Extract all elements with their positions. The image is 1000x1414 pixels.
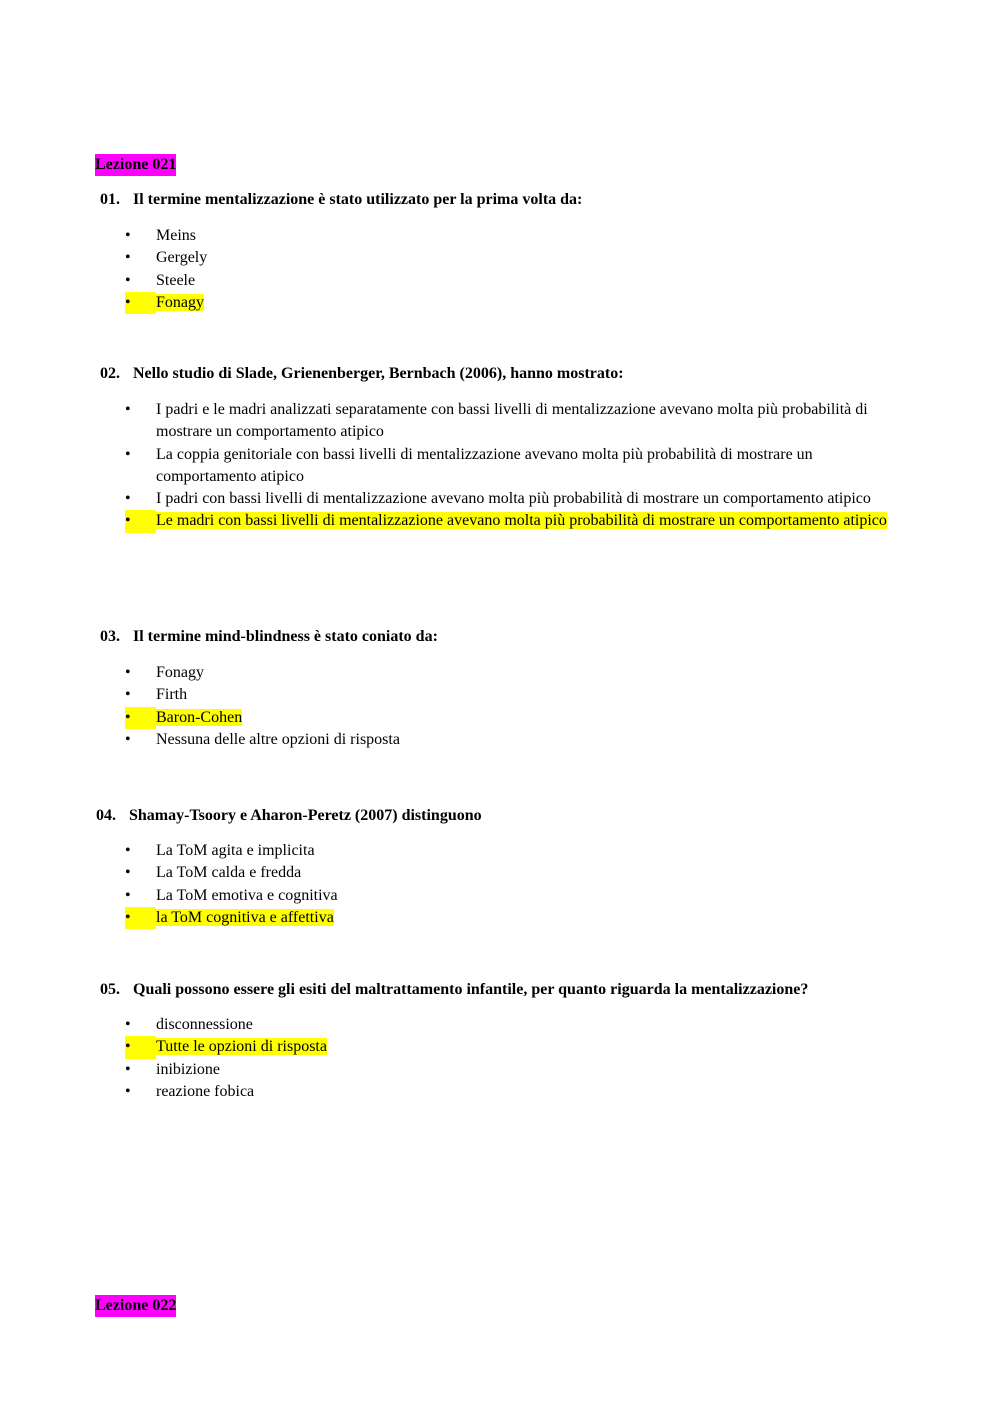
question-number: 02. <box>100 365 120 382</box>
answer-option-correct <box>125 292 915 314</box>
answer-text: La ToM calda e fredda <box>156 864 302 882</box>
answer-option <box>125 684 915 706</box>
answer-text: Firth <box>156 686 188 704</box>
bullet-icon: • <box>125 445 131 463</box>
question-title <box>100 979 808 1001</box>
question-title <box>100 189 582 211</box>
answer-text: La ToM emotiva e cognitiva <box>156 886 338 904</box>
question-title <box>96 805 482 827</box>
question-number: 01. <box>100 191 120 208</box>
answer-option <box>125 662 915 684</box>
question-title <box>100 626 438 648</box>
bullet-icon: • <box>125 227 131 244</box>
answer-list <box>125 399 915 533</box>
answer-option <box>125 885 915 907</box>
answer-option-correct <box>125 1036 915 1058</box>
bullet-icon: • <box>125 1082 131 1100</box>
question-title <box>100 363 624 385</box>
answer-text: reazione fobica <box>156 1082 255 1100</box>
answer-list <box>125 840 915 929</box>
bullet-icon: • <box>125 842 131 859</box>
bullet-icon: • <box>125 249 131 267</box>
answer-text: Nessuna delle altre opzioni di risposta <box>156 730 400 748</box>
lesson-heading: Lezione 022 <box>95 1295 176 1317</box>
bullet-icon: • <box>125 1016 131 1033</box>
answer-list <box>125 225 915 314</box>
question-text: Quali possono essere gli esiti del maltrattamento infantile, per quanto riguarda la mentalizzazione? <box>133 981 809 998</box>
bullet-icon: • <box>125 686 131 704</box>
answer-option-correct <box>125 707 915 729</box>
answer-option <box>125 225 915 247</box>
bullet-icon: • <box>125 886 131 904</box>
answer-text: La coppia genitoriale con bassi livelli di mentalizzazione avevano molta più probabilità di mostrare un comportamento atipico <box>156 445 813 485</box>
question-number: 03. <box>100 628 120 645</box>
bullet-icon: • <box>125 1060 131 1078</box>
question-text: Shamay-Tsoory e Aharon-Peretz (2007) distinguono <box>129 807 482 824</box>
answer-text: I padri con bassi livelli di mentalizzazione avevano molta più probabilità di mostrare un comportamento atipico <box>156 490 871 508</box>
bullet-icon: • <box>125 1036 156 1058</box>
bullet-icon: • <box>125 707 156 729</box>
answer-text: Meins <box>156 227 196 244</box>
question-text: Il termine mentalizzazione è stato utilizzato per la prima volta da: <box>133 191 583 208</box>
answer-text: Fonagy <box>156 293 204 311</box>
answer-option <box>125 1014 915 1036</box>
answer-text: la ToM cognitiva e affettiva <box>156 908 334 926</box>
answer-option-correct <box>125 510 915 532</box>
answer-option <box>125 399 915 444</box>
answer-option <box>125 729 915 751</box>
question-number: 05. <box>100 981 120 998</box>
answer-list <box>125 662 915 751</box>
answer-text: Gergely <box>156 249 208 267</box>
bullet-icon: • <box>125 271 131 289</box>
bullet-icon: • <box>125 510 156 532</box>
bullet-icon: • <box>125 664 131 681</box>
question-text: Il termine mind-blindness è stato coniato da: <box>133 628 438 645</box>
answer-text: Steele <box>156 271 196 289</box>
answer-option <box>125 270 915 292</box>
answer-option <box>125 1081 915 1103</box>
answer-text: La ToM agita e implicita <box>156 842 315 859</box>
answer-option <box>125 444 915 489</box>
answer-list <box>125 1014 915 1103</box>
answer-option <box>125 1059 915 1081</box>
answer-text: inibizione <box>156 1060 220 1078</box>
answer-option <box>125 862 915 884</box>
bullet-icon: • <box>125 864 131 882</box>
answer-text: I padri e le madri analizzati separatamente con bassi livelli di mentalizzazione avevano molta più probabilità di mostrare un comportamento atipico <box>156 401 868 441</box>
question-text: Nello studio di Slade, Grienenberger, Bernbach (2006), hanno mostrato: <box>133 365 624 382</box>
answer-option-correct <box>125 907 915 929</box>
bullet-icon: • <box>125 490 131 508</box>
bullet-icon: • <box>125 401 131 418</box>
answer-text: Fonagy <box>156 664 204 681</box>
lesson-heading: Lezione 021 <box>95 154 176 176</box>
answer-text: Tutte le opzioni di risposta <box>156 1038 327 1056</box>
answer-option <box>125 488 915 510</box>
bullet-icon: • <box>125 292 156 314</box>
answer-text: Le madri con bassi livelli di mentalizzazione avevano molta più probabilità di mostrare un comportamento atipico <box>156 512 887 530</box>
answer-option <box>125 247 915 269</box>
answer-text: disconnessione <box>156 1016 253 1033</box>
bullet-icon: • <box>125 730 131 748</box>
bullet-icon: • <box>125 907 156 929</box>
answer-text: Baron-Cohen <box>156 708 243 726</box>
answer-option <box>125 840 915 862</box>
question-number: 04. <box>96 807 116 824</box>
